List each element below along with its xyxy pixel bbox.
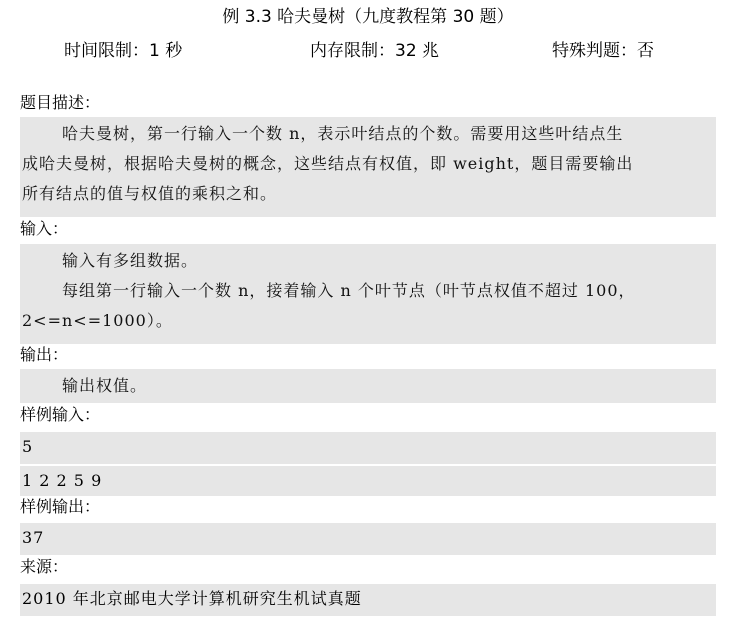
description-box <box>20 117 716 217</box>
input-line: 每组第一行输入一个数 n，接着输入 n 个叶节点（叶节点权值不超过 100， <box>62 281 636 300</box>
sample-output-label: 样例输出： <box>20 497 101 516</box>
output-box <box>20 369 716 403</box>
special-judge: 特殊判题：否 <box>552 41 654 61</box>
page-title: 例 3.3 哈夫曼树（九度教程第 30 题） <box>222 7 514 27</box>
description-line: 所有结点的值与权值的乘积之和。 <box>22 184 278 203</box>
output-line: 输出权值。 <box>62 376 148 395</box>
sample-input-row <box>20 466 716 496</box>
source-text: 2010 年北京邮电大学计算机研究生机试真题 <box>22 589 362 608</box>
sample-output-row <box>20 523 716 555</box>
input-box <box>20 244 716 344</box>
memory-limit: 内存限制：32 兆 <box>310 41 440 61</box>
input-line: 2<=n<=1000）。 <box>22 311 173 330</box>
output-label: 输出： <box>20 345 69 364</box>
source-label: 来源： <box>20 557 69 576</box>
sample-output-line: 37 <box>22 528 45 547</box>
input-line: 输入有多组数据。 <box>62 251 199 270</box>
description-line: 哈夫曼树，第一行输入一个数 n，表示叶结点的个数。需要用这些叶结点生 <box>62 124 624 143</box>
sample-input-line: 1 2 2 5 9 <box>22 471 103 490</box>
source-box <box>20 584 716 616</box>
time-limit: 时间限制：1 秒 <box>64 41 183 61</box>
sample-input-line: 5 <box>22 437 34 456</box>
input-label: 输入： <box>20 219 69 238</box>
description-line: 成哈夫曼树，根据哈夫曼树的概念，这些结点有权值，即 weight，题目需要输出 <box>22 154 634 173</box>
sample-input-label: 样例输入： <box>20 405 101 424</box>
description-label: 题目描述： <box>20 93 101 112</box>
sample-input-row <box>20 432 716 464</box>
